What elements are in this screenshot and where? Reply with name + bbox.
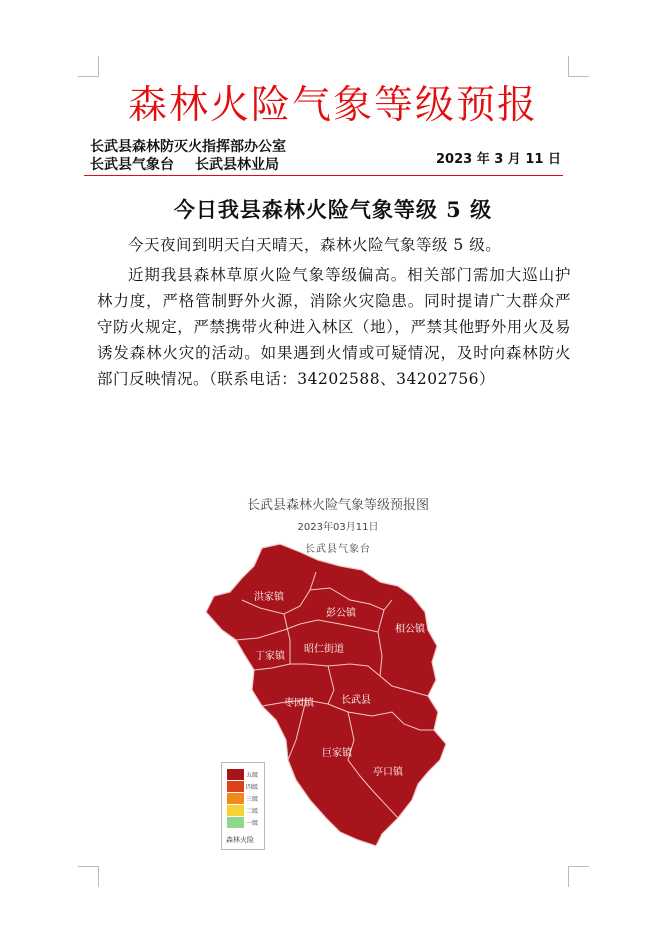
forecast-paragraph-1: 今天夜间到明天白天晴天，森林火险气象等级 5 级。: [128, 236, 502, 254]
town-label-penggong: 彭公镇: [326, 608, 356, 619]
legend-item-level2: 二级: [227, 805, 263, 816]
forecast-paragraph-2: 近期我县森林草原火险气象等级偏高。相关部门需加大巡山护林力度，严格管制野外火源，消除火灾隐患。同时提请广大群众严守防火规定，严禁携带火种进入林区（地），严禁其他野外用火及易诱发森林火灾的活动。如果遇到火情或可疑情况，及时向森林防火部门反映情况。（联系电话：34202588、34202756）: [97, 266, 571, 388]
legend-item-level5: 五级: [227, 769, 263, 780]
town-label-tingkou: 亭口镇: [373, 767, 403, 778]
legend-swatch-level4: [227, 781, 244, 792]
legend-swatch-level3: [227, 793, 244, 804]
map-date: 2023年03月11日: [297, 522, 379, 533]
map-legend: [221, 762, 265, 850]
issuer-forestry-bureau: 长武县林业局: [195, 157, 279, 173]
legend-caption: 森林火险: [226, 836, 254, 844]
map-source: 长武县气象台: [305, 544, 371, 555]
town-label-hongjia: 洪家镇: [254, 592, 284, 603]
forecast-headline: 今日我县森林火险气象等级 5 级: [173, 197, 493, 222]
town-label-zaoyuan: 枣园镇: [284, 698, 314, 709]
map-title: 长武县森林火险气象等级预报图: [246, 498, 429, 513]
town-label-changwu: 长武县: [341, 695, 371, 706]
town-label-zhaoren: 昭仁街道: [304, 644, 344, 655]
issuer-fire-office: 长武县森林防灭火指挥部办公室: [90, 139, 286, 155]
legend-swatch-level2: [227, 805, 244, 816]
legend-item-level3: 三级: [227, 793, 263, 804]
document-title: 森林火险气象等级预报: [127, 83, 538, 128]
town-label-jujia: 巨家镇: [322, 748, 352, 759]
legend-swatch-level1: [227, 817, 244, 828]
legend-item-level4: 四级: [227, 781, 263, 792]
legend-item-level1: 一级: [227, 817, 263, 828]
issuer-weather-station: 长武县气象台: [90, 157, 174, 173]
town-label-dingjia: 丁家镇: [255, 651, 285, 662]
town-label-xianggong: 相公镇: [395, 624, 425, 635]
legend-swatch-level5: [227, 769, 244, 780]
issue-date: 2023 年 3 月 11 日: [436, 152, 561, 167]
